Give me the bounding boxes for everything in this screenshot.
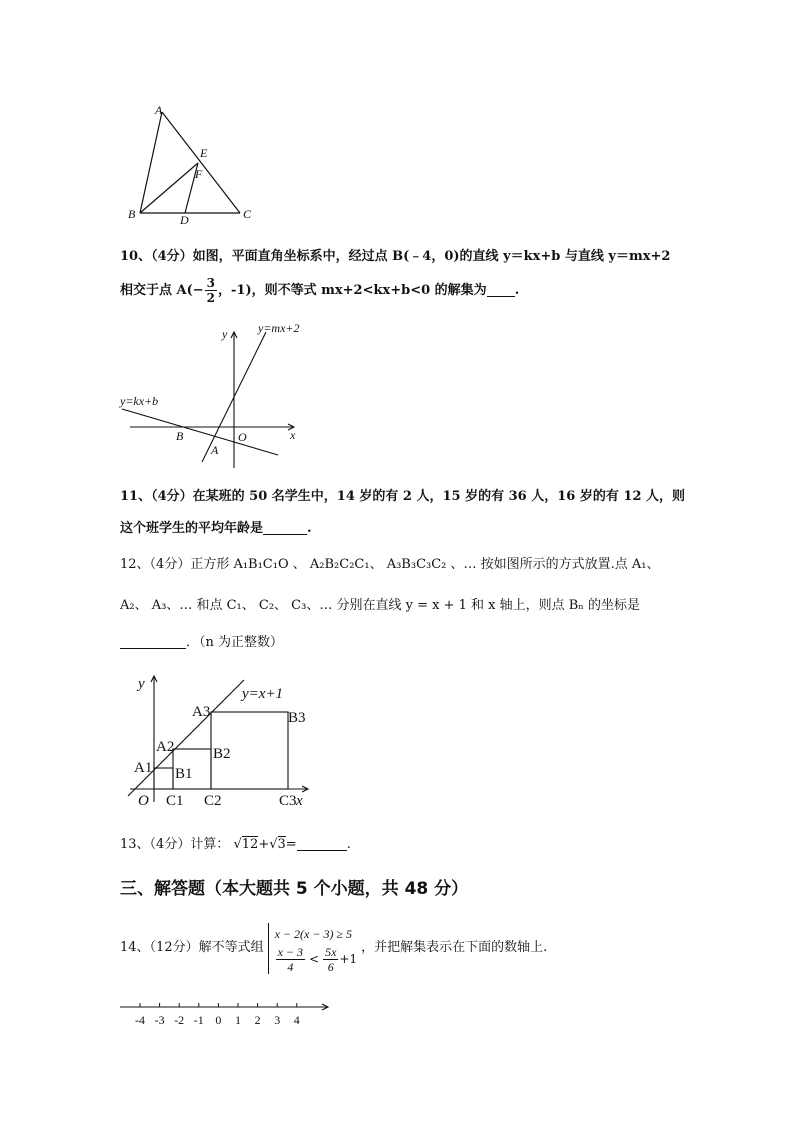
number-line-tick-label: -4 bbox=[135, 1013, 145, 1027]
section-3-title: 三、解答题（本大题共 5 个小题，共 48 分） bbox=[120, 879, 469, 899]
inequality-system bbox=[268, 923, 358, 974]
point-a2-label: A2 bbox=[156, 739, 175, 755]
q10-text-2c: . bbox=[514, 283, 520, 298]
q10-fraction bbox=[205, 276, 217, 305]
q10-text-1: 10、（4分）如图，平面直角坐标系中，经过点 B(﹣4，0)的直线 y＝kx+b 与直线 y＝mx+2 bbox=[120, 249, 671, 264]
point-b3-label: B3 bbox=[288, 710, 306, 726]
q10-answer-blank[interactable] bbox=[487, 282, 515, 297]
point-a-label: A bbox=[211, 443, 219, 457]
number-line-tick-label: -3 bbox=[154, 1013, 165, 1027]
number-line-tick-label: -2 bbox=[174, 1013, 185, 1027]
ineq2-left-den: 4 bbox=[287, 959, 294, 974]
q10-text-2a: 相交于点 A(− bbox=[120, 283, 204, 298]
label-y-kx-plus-b: y=kx+b bbox=[120, 394, 159, 408]
line-label: y=x+1 bbox=[242, 686, 284, 702]
q14-prefix: 14、（12分）解不等式组 bbox=[120, 940, 264, 955]
sqrt-3: √3 bbox=[269, 837, 286, 852]
coordinate-lines-figure bbox=[116, 318, 316, 476]
q10-frac-num: 3 bbox=[206, 276, 216, 290]
q11-answer-blank[interactable] bbox=[263, 520, 307, 535]
q12-line2 bbox=[120, 596, 640, 616]
ineq2-plus1: +1 bbox=[339, 952, 358, 966]
label-c: C bbox=[243, 207, 252, 221]
q10-text-2b: ，-1)，则不等式 mx+2<kx+b<0 的解集为 bbox=[218, 283, 487, 298]
point-b1-label: B1 bbox=[175, 766, 193, 782]
origin-label: O bbox=[138, 793, 149, 809]
number-line-tick-label: 3 bbox=[274, 1013, 281, 1027]
q12-line3 bbox=[120, 633, 283, 653]
q10-line2 bbox=[120, 276, 519, 305]
squares-figure bbox=[124, 668, 320, 812]
q11-text-1: 11、（4分）在某班的 50 名学生中，14 岁的有 2 人，15 岁的有 36 人，16 岁的有 12 人，则 bbox=[120, 489, 686, 504]
segment-ac bbox=[162, 112, 240, 213]
triangle-figure bbox=[118, 100, 268, 230]
origin-label: O bbox=[238, 430, 247, 444]
label-e: E bbox=[200, 146, 208, 160]
square-1 bbox=[154, 768, 173, 789]
label-f: F bbox=[195, 167, 203, 181]
q12-line1 bbox=[120, 555, 660, 575]
label-b: B bbox=[128, 207, 136, 221]
q13-answer-blank[interactable] bbox=[297, 836, 347, 851]
sqrt-12: √12 bbox=[233, 837, 259, 852]
q13-eq: = bbox=[285, 837, 297, 852]
number-line[interactable] bbox=[118, 996, 334, 1030]
q13-end: . bbox=[346, 837, 351, 852]
q11-text-2: 这个班学生的平均年龄是 bbox=[120, 521, 264, 536]
number-line-tick-label: 4 bbox=[293, 1013, 300, 1027]
q13-plus: + bbox=[258, 837, 270, 852]
inequality-2 bbox=[275, 945, 358, 974]
number-line-tick-label: 2 bbox=[254, 1013, 261, 1027]
y-axis-label: y bbox=[138, 676, 145, 692]
x-axis-label: x bbox=[290, 428, 296, 442]
ineq2-lt: < bbox=[309, 952, 320, 966]
q12-text-1: 12、（4分）正方形 A₁B₁C₁O 、 A₂B₂C₂C₁、 A₃B₃C₃C₂ 、… 按如图所示的方式放置.点 A₁、 bbox=[120, 557, 660, 572]
ineq2-frac-right bbox=[323, 945, 338, 974]
q10-frac-den: 2 bbox=[206, 291, 216, 305]
segment-ab bbox=[140, 112, 162, 213]
q12-text-2: A₂、 A₃、… 和点 C₁、 C₂、 C₃、… 分别在直线 y = x + 1 和 x 轴上，则点 Bₙ 的坐标是 bbox=[120, 598, 641, 613]
label-a: A bbox=[155, 103, 163, 117]
point-b2-label: B2 bbox=[213, 746, 231, 762]
q11-text-3: . bbox=[307, 521, 312, 536]
q14-line bbox=[120, 916, 547, 980]
label-d: D bbox=[180, 213, 189, 227]
point-a1-label: A1 bbox=[134, 760, 153, 776]
q12-text-3: ．（n 为正整数） bbox=[186, 635, 284, 650]
sqrt-3-radicand: 3 bbox=[277, 837, 286, 852]
q11-line1 bbox=[120, 487, 685, 507]
q13-prefix: 13、（4分）计算： bbox=[120, 837, 230, 852]
inequality-1: x − 2(x − 3) ≥ 5 bbox=[274, 926, 353, 941]
q13-line bbox=[120, 835, 351, 855]
point-c3-label: C3 bbox=[279, 793, 297, 809]
q11-line2 bbox=[120, 519, 312, 539]
ineq2-right-den: 6 bbox=[327, 959, 334, 974]
ineq2-frac-left bbox=[276, 945, 305, 974]
point-c1-label: C1 bbox=[166, 793, 184, 809]
x-axis-label: x bbox=[296, 793, 303, 809]
ineq2-right-num: 5x bbox=[325, 944, 337, 959]
y-axis-label: y bbox=[222, 327, 228, 341]
line-kx-plus-b bbox=[122, 409, 278, 455]
number-line-tick-label: 0 bbox=[215, 1013, 222, 1027]
q14-suffix: ，并把解集表示在下面的数轴上. bbox=[361, 940, 548, 955]
point-a3-label: A3 bbox=[192, 704, 211, 720]
point-c2-label: C2 bbox=[204, 793, 222, 809]
number-line-tick-label: 1 bbox=[235, 1013, 241, 1027]
sqrt-12-radicand: 12 bbox=[241, 837, 259, 852]
number-line-tick-label: -1 bbox=[193, 1013, 204, 1027]
q10-line1 bbox=[120, 247, 670, 267]
ineq2-left-num: x − 3 bbox=[277, 944, 304, 959]
point-b-label: B bbox=[176, 429, 184, 443]
label-y-mx-plus-2: y=mx+2 bbox=[258, 321, 300, 335]
q12-answer-blank[interactable] bbox=[120, 634, 186, 649]
